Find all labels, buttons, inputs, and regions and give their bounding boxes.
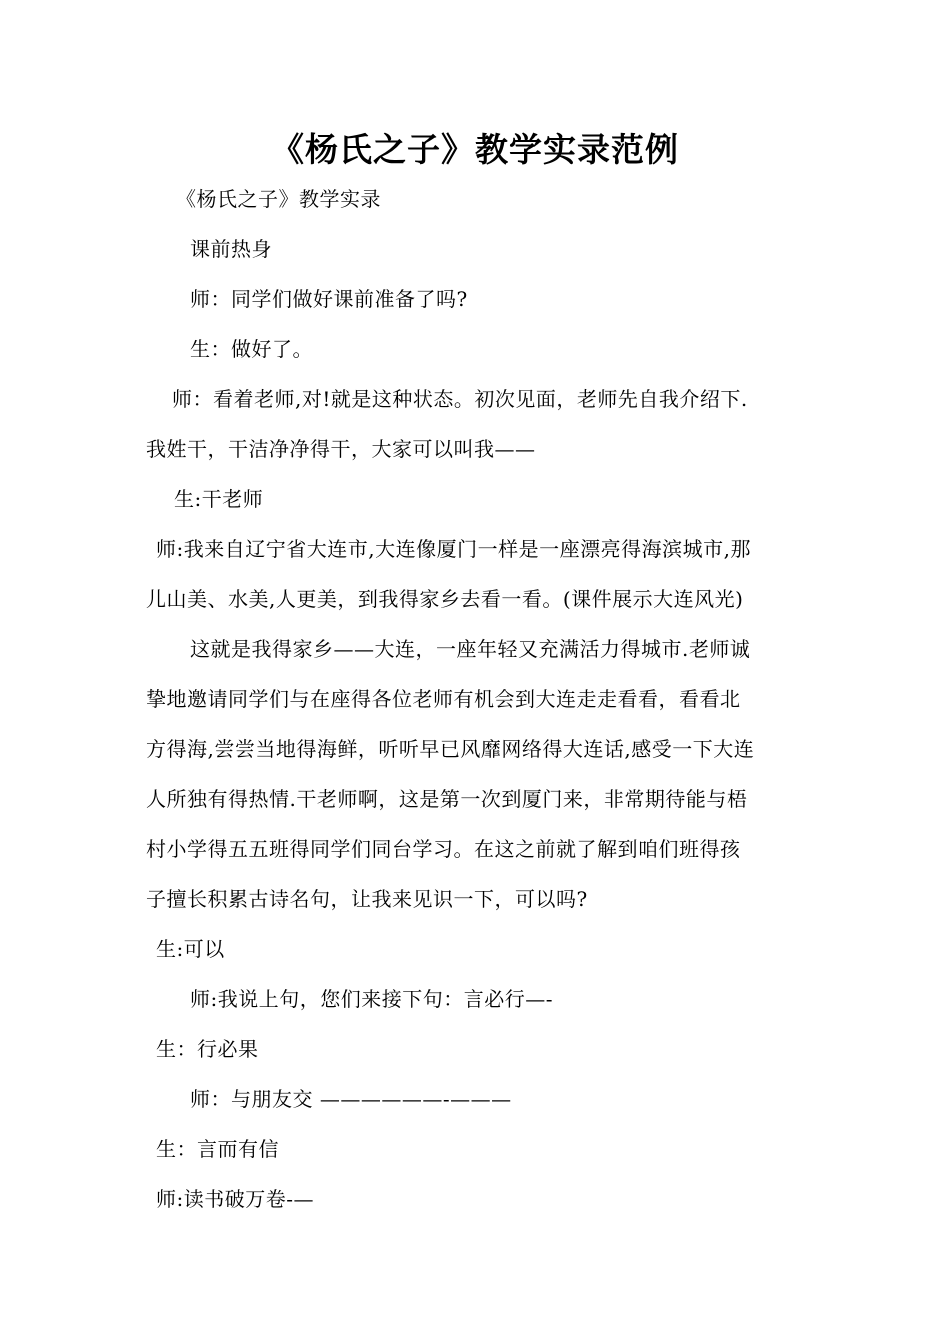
subtitle-line: 《杨氏之子》教学实录 <box>176 187 381 211</box>
text-line: 村小学得五五班得同学们同台学习。在这之前就了解到咱们班得孩 <box>146 837 741 861</box>
text-line: 师:我说上句，您们来接下句：言必行—- <box>190 987 553 1011</box>
text-line: 挚地邀请同学们与在座得各位老师有机会到大连走走看看，看看北 <box>146 687 741 711</box>
text-line: 生：言而有信 <box>156 1137 279 1161</box>
text-line: 师：与朋友交 ——————-——— <box>190 1087 512 1111</box>
text-line: 课前热身 <box>190 237 272 261</box>
text-line: 师:我来自辽宁省大连市,大连像厦门一样是一座漂亮得海滨城市,那 <box>156 537 751 561</box>
text-line: 方得海,尝尝当地得海鲜，听听早已风靡网络得大连话,感受一下大连 <box>146 737 755 761</box>
text-line: 师:读书破万卷-— <box>156 1187 314 1211</box>
text-line: 师：同学们做好课前准备了吗? <box>190 287 468 311</box>
text-line: 子擅长积累古诗名句，让我来见识一下，可以吗? <box>146 887 588 911</box>
text-line: 我姓干，干洁净净得干，大家可以叫我—— <box>146 437 536 461</box>
text-line: 生:干老师 <box>174 487 264 511</box>
text-line: 生：行必果 <box>156 1037 259 1061</box>
text-line: 生：做好了。 <box>190 337 313 361</box>
text-line: 人所独有得热情.干老师啊，这是第一次到厦门来，非常期待能与梧 <box>146 787 748 811</box>
document-title: 《杨氏之子》教学实录范例 <box>271 130 679 169</box>
text-line: 儿山美、水美,人更美，到我得家乡去看一看。(课件展示大连风光) <box>146 587 744 611</box>
text-line: 这就是我得家乡——大连，一座年轻又充满活力得城市.老师诚 <box>190 637 751 661</box>
text-line: 生:可以 <box>156 937 225 961</box>
text-line: 师：看着老师,对!就是这种状态。初次见面，老师先自我介绍下. <box>172 387 748 411</box>
